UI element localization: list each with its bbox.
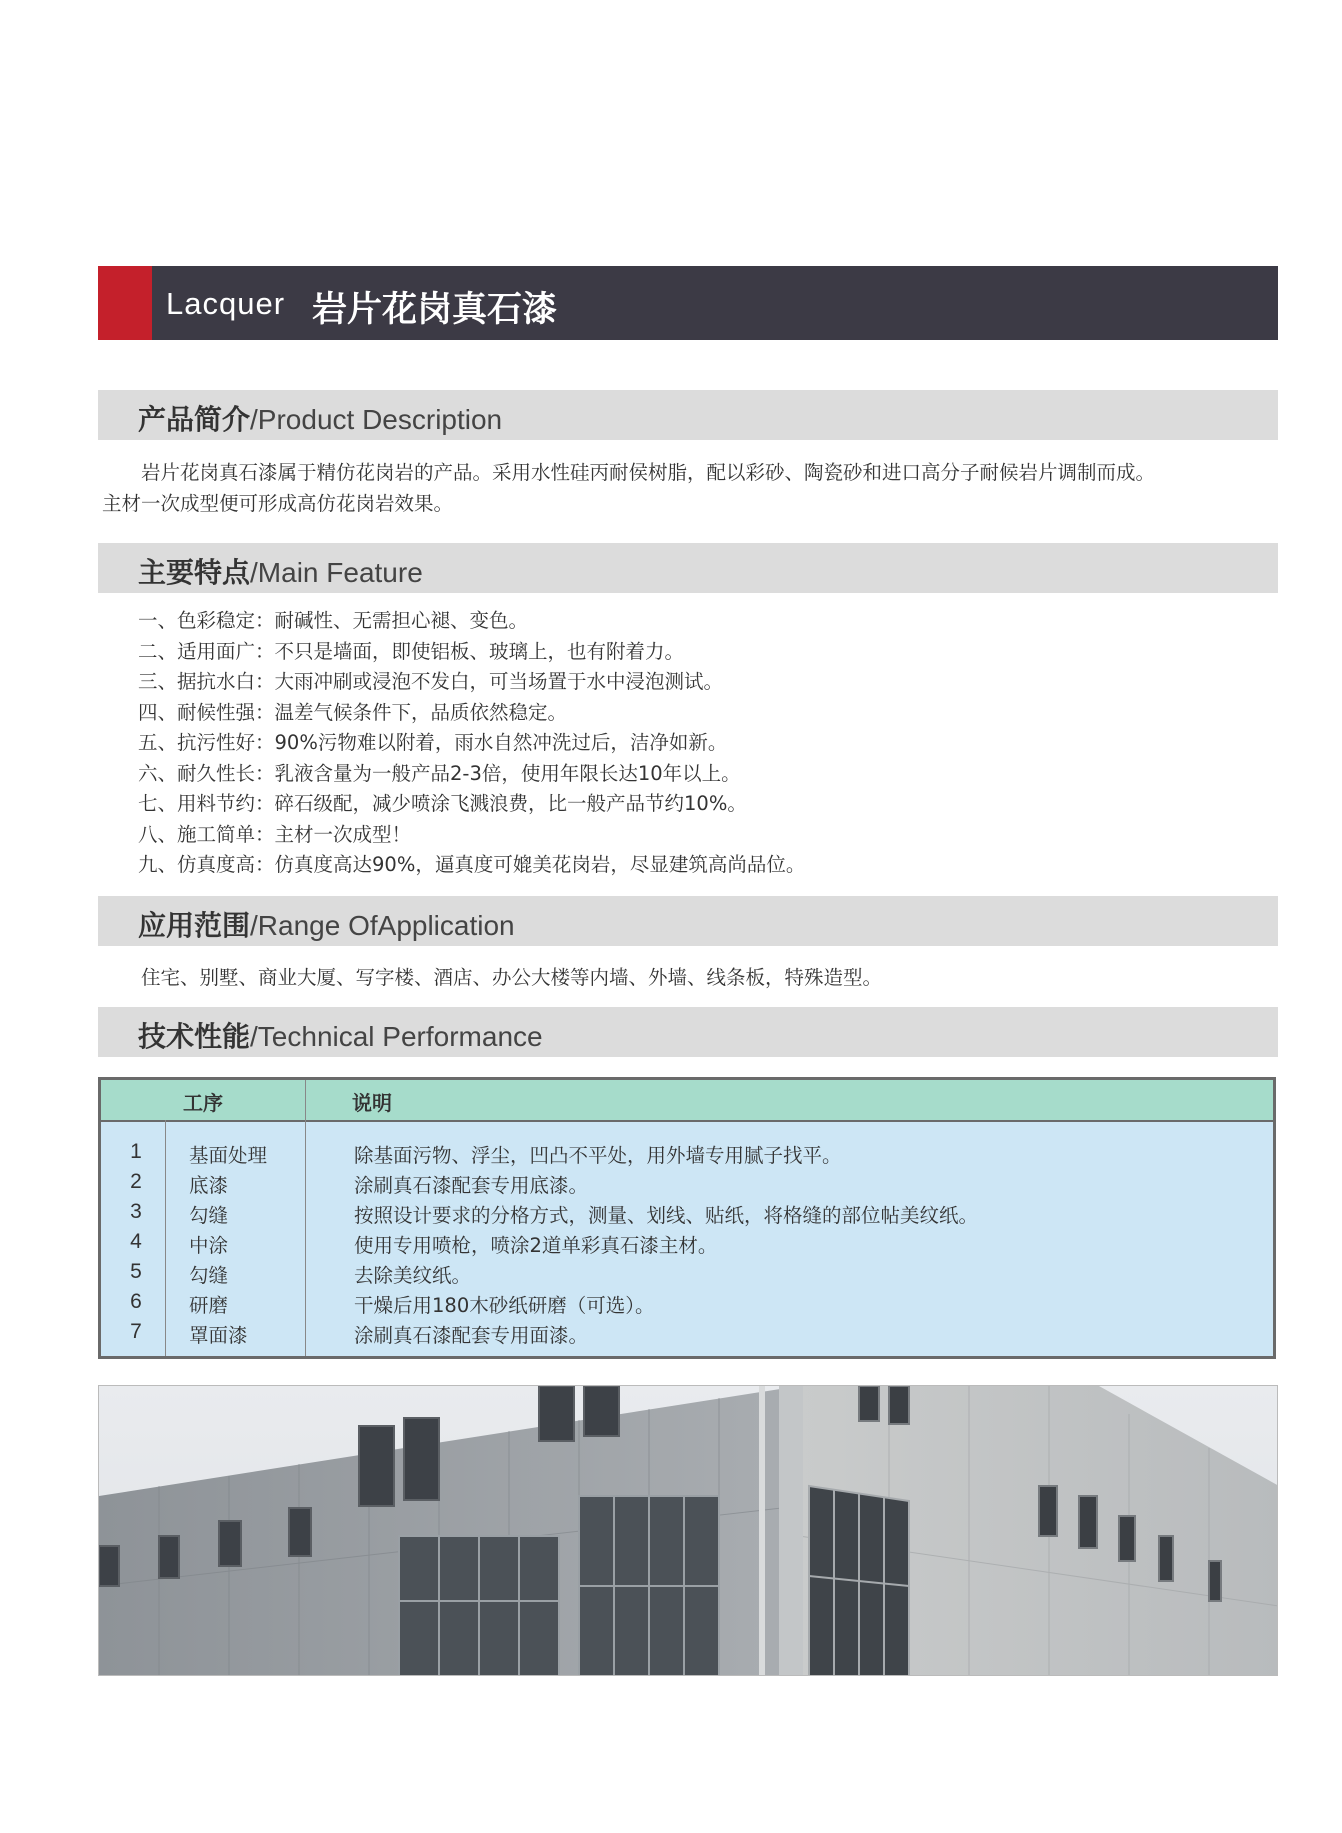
section-title-cn: 技术性能: [138, 1020, 251, 1053]
row-step: 勾缝: [189, 1204, 229, 1227]
row-step: 罩面漆: [189, 1324, 248, 1347]
technical-table: [98, 1077, 1276, 1359]
section-title-separator: /: [250, 404, 258, 435]
row-step: 基面处理: [189, 1144, 268, 1167]
table-row: [101, 1260, 1273, 1290]
row-step: 中涂: [189, 1234, 229, 1257]
section-title-en: Product Description: [257, 404, 503, 435]
row-description: 除基面污物、浮尘，凹凸不平处，用外墙专用腻子找平。: [354, 1144, 842, 1167]
section-header-description: [98, 390, 1278, 440]
section-header-features: [98, 543, 1278, 593]
row-description: 涂刷真石漆配套专用面漆。: [354, 1324, 589, 1347]
section-title: [138, 551, 423, 591]
section-header-application: [98, 896, 1278, 946]
row-description: 按照设计要求的分格方式，测量、划线、贴纸，将格缝的部位帖美纹纸。: [354, 1204, 979, 1227]
row-description: 干燥后用180木砂纸研磨（可选）。: [354, 1294, 655, 1317]
table-row: [101, 1320, 1273, 1350]
row-step: 底漆: [189, 1174, 229, 1197]
feature-item: 八、施工简单：主材一次成型！: [138, 822, 412, 846]
table-row: [101, 1290, 1273, 1320]
table-header-row: [101, 1080, 1273, 1122]
table-row: [101, 1200, 1273, 1230]
row-number: 6: [130, 1290, 142, 1313]
title-chinese: 岩片花岗真石漆: [312, 290, 558, 330]
section-title: [138, 904, 515, 944]
application-text: 住宅、别墅、商业大厦、写字楼、酒店、办公大楼等内墙、外墙、线条板，特殊造型。: [141, 966, 883, 989]
feature-item: 九、仿真度高：仿真度高达90%，逼真度可媲美花岗岩，尽显建筑高尚品位。: [138, 853, 806, 876]
row-number: 2: [130, 1170, 142, 1193]
section-title-separator: /: [250, 1021, 258, 1052]
table-row: [101, 1170, 1273, 1200]
title-english: Lacquer: [166, 286, 286, 321]
section-title: [138, 1015, 543, 1055]
title-bar: [98, 266, 1278, 340]
feature-item: 四、耐候性强：温差气候条件下，品质依然稳定。: [138, 700, 568, 724]
feature-item: 七、用料节约：碎石级配，减少喷涂飞溅浪费，比一般产品节约10%。: [138, 792, 747, 815]
feature-item: 五、抗污性好：90%污物难以附着，雨水自然冲洗过后，洁净如新。: [138, 731, 728, 754]
section-title-en: Technical Performance: [257, 1021, 543, 1052]
row-description: 去除美纹纸。: [354, 1264, 472, 1287]
feature-item: 三、据抗水白：大雨冲刷或浸泡不发白，可当场置于水中浸泡测试。: [138, 670, 724, 693]
title-accent-block: [98, 266, 152, 340]
section-title-cn: 主要特点: [138, 556, 251, 589]
section-header-technical: [98, 1007, 1278, 1057]
row-number: 1: [130, 1140, 142, 1163]
building-photo: [98, 1385, 1278, 1676]
section-title-cn: 应用范围: [138, 909, 251, 942]
feature-item: 一、色彩稳定：耐碱性、无需担心褪、变色。: [138, 609, 529, 632]
table-row: [101, 1230, 1273, 1260]
description-line-2: 主材一次成型便可形成高仿花岗岩效果。: [102, 492, 454, 515]
row-number: 7: [130, 1320, 142, 1343]
description-line-1: 岩片花岗真石漆属于精仿花岗岩的产品。采用水性硅丙耐侯树脂，配以彩砂、陶瓷砂和进口高分子耐候岩片调制而成。: [141, 461, 1156, 484]
row-number: 4: [130, 1230, 142, 1253]
row-number: 3: [130, 1200, 142, 1223]
section-title-en: Main Feature: [257, 557, 423, 588]
section-title: [138, 398, 502, 438]
section-title-en: Range OfApplication: [257, 910, 515, 941]
row-step: 研磨: [189, 1294, 229, 1317]
row-number: 5: [130, 1260, 142, 1283]
row-step: 勾缝: [189, 1264, 229, 1287]
feature-item: 六、耐久性长：乳液含量为一般产品2-3倍，使用年限长达10年以上。: [138, 761, 741, 785]
section-title-separator: /: [250, 910, 258, 941]
table-row: [101, 1140, 1273, 1170]
column-header-step: 工序: [183, 1091, 223, 1115]
row-description: 使用专用喷枪，喷涂2道单彩真石漆主材。: [354, 1234, 718, 1257]
section-title-separator: /: [250, 557, 258, 588]
section-title-cn: 产品简介: [138, 403, 251, 436]
column-header-description: 说明: [352, 1091, 392, 1115]
feature-list: [138, 606, 805, 881]
row-description: 涂刷真石漆配套专用底漆。: [354, 1174, 589, 1197]
feature-item: 二、适用面广：不只是墙面，即使铝板、玻璃上，也有附着力。: [138, 639, 685, 663]
